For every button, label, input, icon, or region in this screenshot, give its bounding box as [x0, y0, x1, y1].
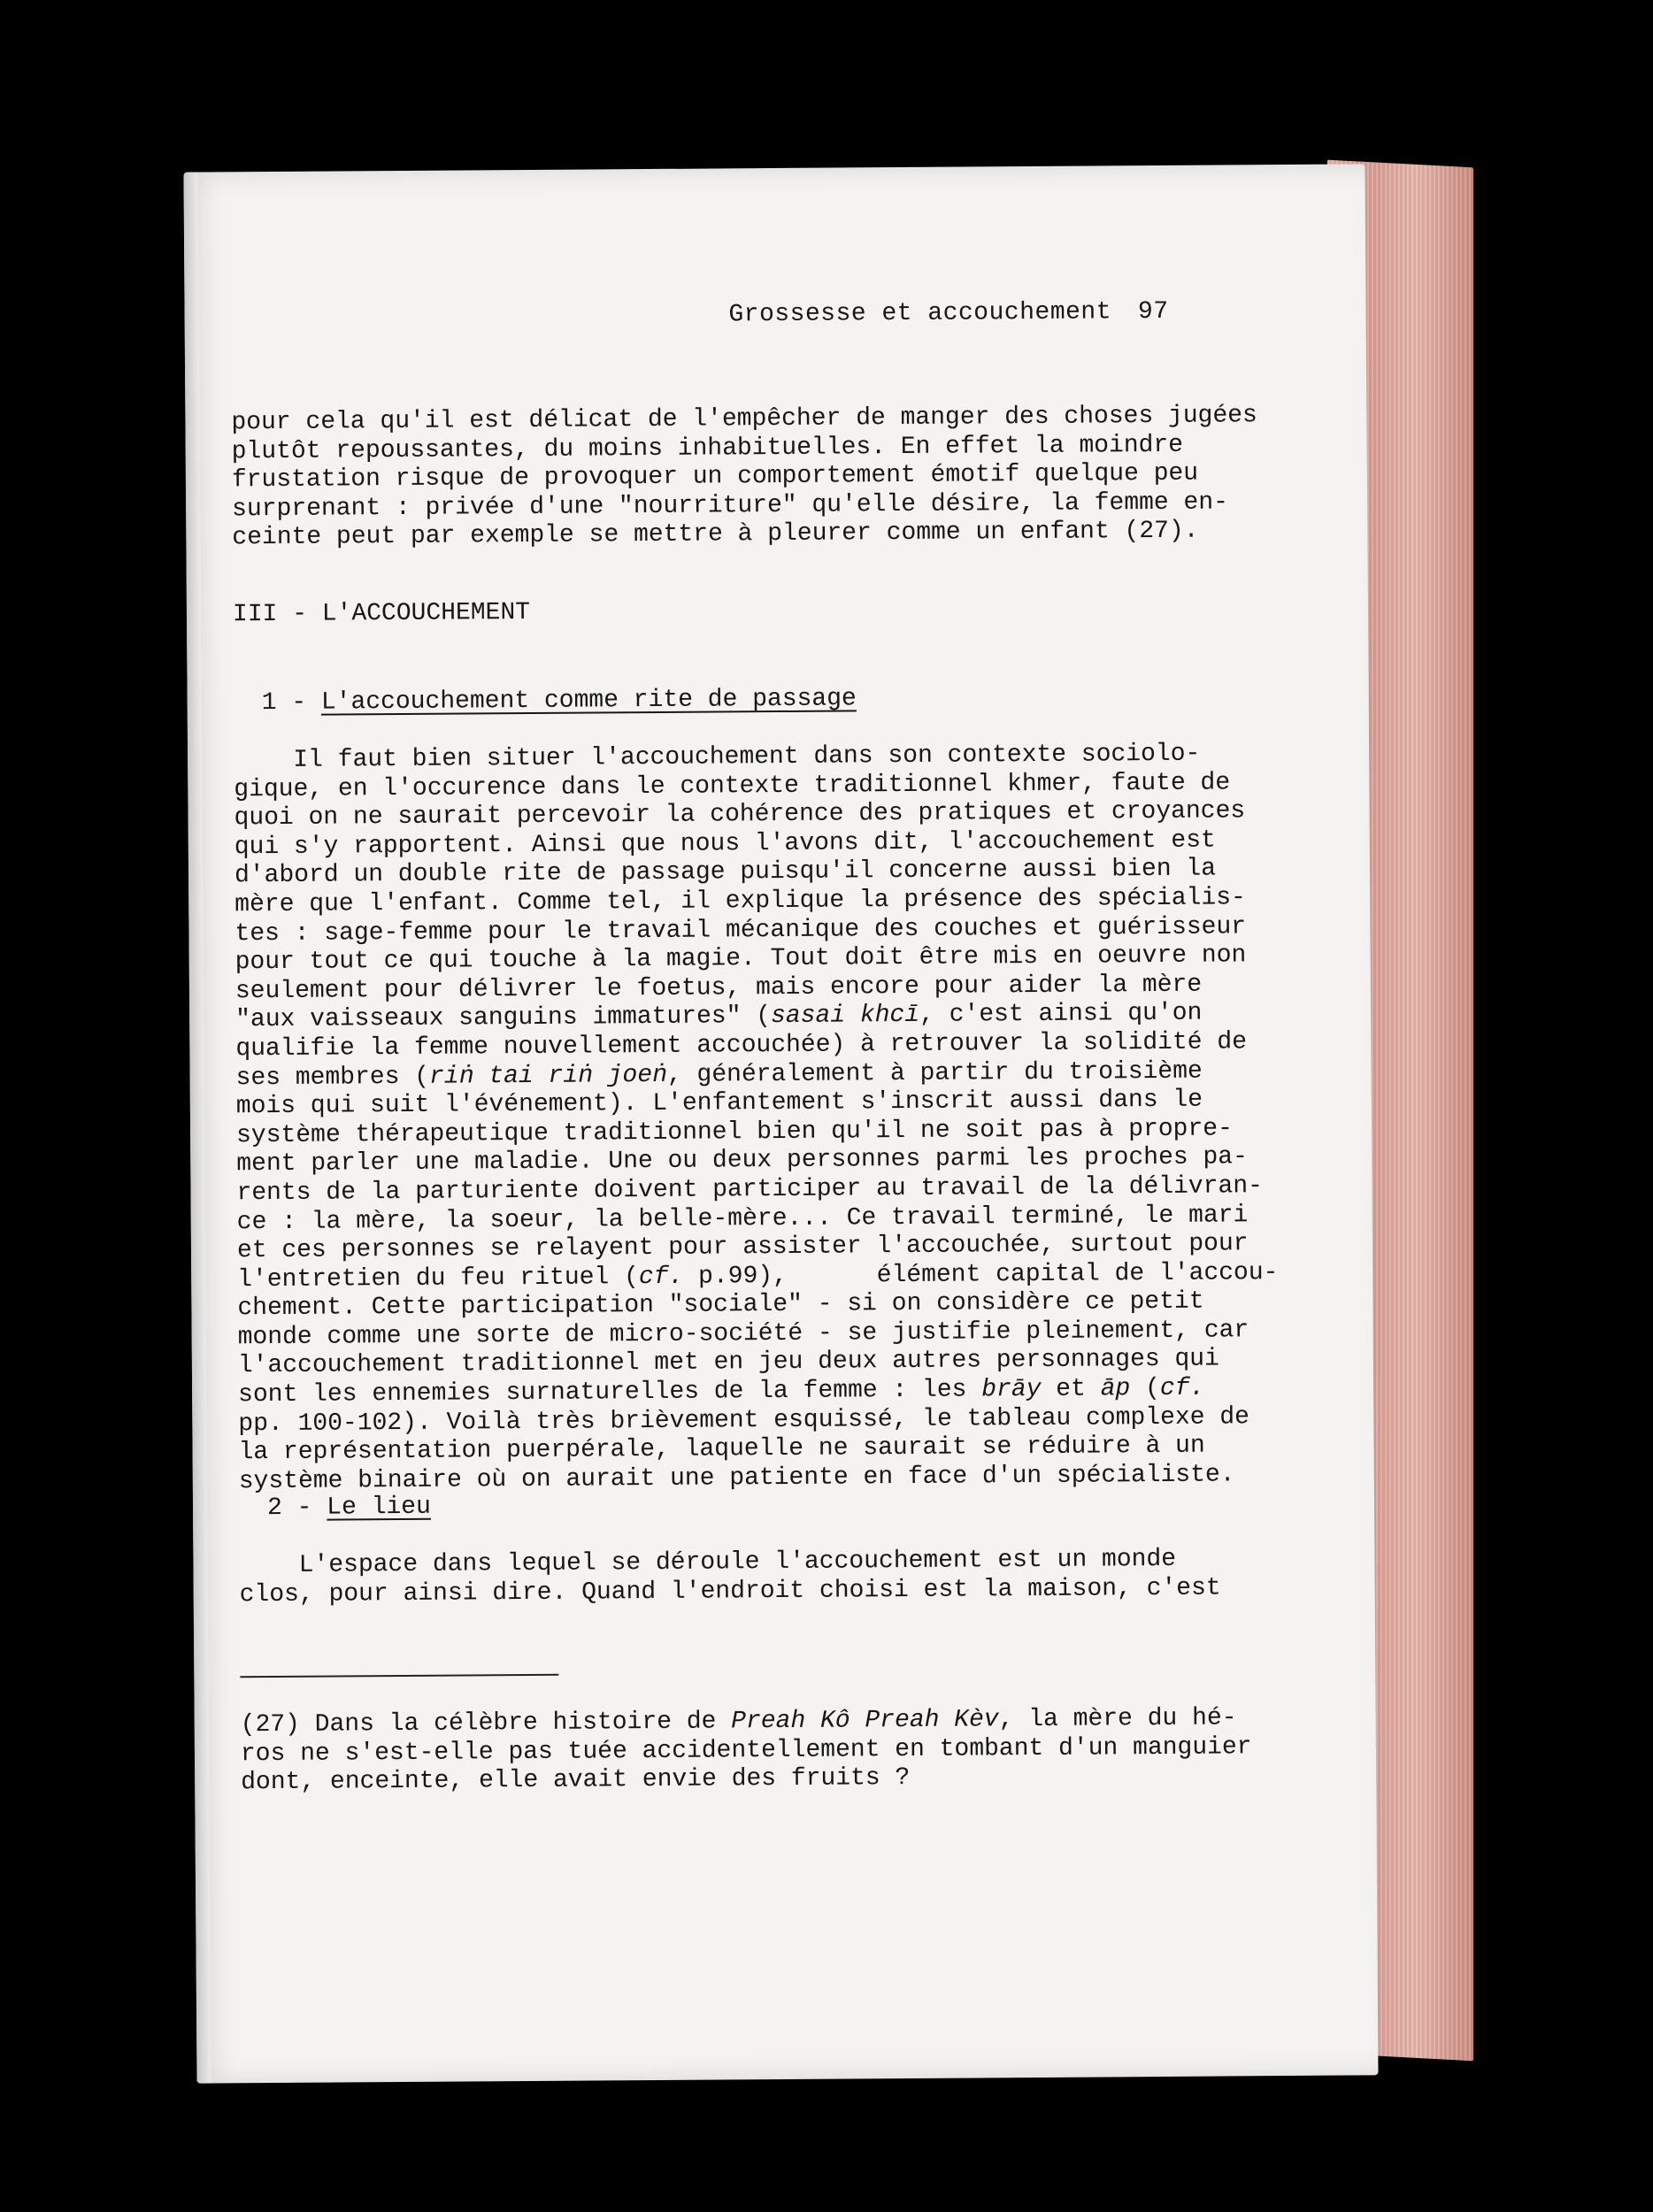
text-line: rents de la parturiente doivent participer au travail de la délivran- [236, 1172, 1264, 1208]
running-head [728, 298, 1168, 330]
text-segment: ses membres ( [235, 1063, 430, 1092]
text-line: frustation risque de provoquer un comportement émotif quelque peu [231, 459, 1199, 495]
text-line: clos, pour ainsi dire. Quand l'endroit choisi est la maison, c'est [239, 1574, 1221, 1609]
text-line: ment parler une maladie. Une ou deux personnes parmi les proches pa- [236, 1143, 1248, 1179]
text-line: système thérapeutique traditionnel bien qu'il ne soit pas à propre- [235, 1115, 1233, 1150]
text-line: chement. Cette participation "sociale" - si on considère ce petit [237, 1287, 1204, 1323]
text-line: L'espace dans lequel se déroule l'accouchement est un monde [239, 1545, 1177, 1580]
section-number: III - [232, 600, 308, 629]
lieu-paragraph [239, 1545, 1221, 1610]
term-cf: cf. [1159, 1374, 1205, 1403]
footnote-line: dont, enceinte, elle avait envie des fruits ? [241, 1764, 911, 1797]
text-line: mois qui suit l'événement). L'enfantement s'inscrit aussi dans le [235, 1086, 1203, 1121]
text-line: monde comme une sorte de micro-société - se justifie pleinement, car [237, 1317, 1249, 1352]
text-line: plutôt repoussantes, du moins inhabituelles. En effet la moindre [231, 431, 1184, 465]
section-title: L'ACCOUCHEMENT [321, 598, 531, 628]
subsection-heading-2 [267, 1494, 431, 1524]
term-sasai-khci: sasai khcī [770, 1002, 920, 1031]
text-segment: sont les ennemies surnaturelles de la femme : les [238, 1376, 982, 1409]
text-line: mère que l'enfant. Comme tel, il explique la présence des spécialis- [234, 884, 1246, 919]
term-preah-ko-preah-kev: Preah Kô Preah Kèv [731, 1706, 999, 1736]
text-line: l'accouchement traditionnel met en jeu deux autres personnages qui [237, 1346, 1219, 1380]
intro-paragraph [231, 402, 1257, 553]
text-line: quoi on ne saurait percevoir la cohérence des pratiques et croyances [234, 797, 1246, 833]
text-line: pour tout ce qui touche à la magie. Tout doit être mis en oeuvre non [234, 941, 1247, 977]
text-line: Il faut bien situer l'accouchement dans son contexte sociolo- [234, 740, 1201, 775]
subsection-number: 2 - [266, 1494, 312, 1523]
text-segment: p.99), élément capital de l'accou- [683, 1258, 1279, 1291]
text-segment: (27) Dans la célèbre histoire de [240, 1708, 732, 1740]
page-number: 97 [1137, 297, 1169, 326]
text-line: et ces personnes se relayent pour assister l'accouchée, surtout pour [236, 1230, 1249, 1265]
text-line: qualifie la femme nouvellement accouchée) à retrouver la solidité de [235, 1028, 1248, 1064]
footnote-line: ros ne s'est-elle pas tuée accidentellement en tombant d'un manguier [240, 1732, 1252, 1768]
text-line: qui s'y rapportent. Ainsi que nous l'avons dit, l'accouchement est [234, 826, 1216, 862]
text-line: seulement pour délivrer le foetus, mais encore pour aider la mère [234, 971, 1203, 1006]
term-ap: āp [1100, 1375, 1131, 1403]
text-segment: et [1041, 1375, 1101, 1404]
text-line: la représentation puerpérale, laquelle ne saurait se réduire à un [238, 1432, 1205, 1467]
text-segment: , généralement à partir du troisième [666, 1057, 1203, 1089]
text-segment: , la mère du hé- [998, 1704, 1237, 1734]
text-line: gique, en l'occurence dans le contexte traditionnel khmer, faute de [234, 769, 1231, 803]
section-heading [233, 599, 530, 630]
text-segment: l'entretien du feu rituel ( [237, 1263, 640, 1294]
main-paragraph [234, 740, 1279, 1497]
subsection-number: 1 - [261, 688, 307, 718]
subsection-heading-1 [262, 685, 857, 718]
text-line: ce : la mère, la soeur, la belle-mère... Ce travail terminé, le mari [236, 1201, 1249, 1236]
gutter-shadow [183, 173, 211, 2084]
running-head-title: Grossesse et accouchement [728, 298, 1112, 329]
footnote [240, 1704, 1252, 1798]
text-line: pp. 100-102). Voilà très brièvement esquissé, le tableau complexe de [238, 1402, 1250, 1438]
text-segment: , c'est ainsi qu'on [919, 1000, 1203, 1030]
text-segment: "aux vaisseaux sanguins immatures" ( [235, 1002, 772, 1034]
subsection-title: Le lieu [327, 1493, 431, 1522]
footnote-rule [240, 1674, 558, 1678]
text-line: d'abord un double rite de passage puisqu'il concerne aussi bien la [234, 855, 1217, 890]
subsection-title: L'accouchement comme rite de passage [320, 685, 857, 717]
text-line: pour cela qu'il est délicat de l'empêcher de manger des choses jugées [231, 402, 1257, 437]
term-rin-tai-rin-joen: riṅ tai riṅ joeṅ [428, 1061, 668, 1091]
text-line: système binaire où on aurait une patiente en face d'un spécialiste. [238, 1461, 1235, 1496]
text-line: ceinte peut par exemple se mettre à pleurer comme un enfant (27). [232, 518, 1199, 552]
term-cf: cf. [638, 1263, 684, 1291]
book-page [183, 164, 1378, 2083]
text-segment: ( [1130, 1375, 1161, 1403]
page-content [229, 165, 1279, 1797]
term-bray: brāy [981, 1376, 1042, 1404]
text-line: tes : sage-femme pour le travail mécanique des couches et guérisseur [234, 912, 1247, 948]
text-line: surprenant : privée d'une "nourriture" qu'elle désire, la femme en- [232, 488, 1229, 524]
